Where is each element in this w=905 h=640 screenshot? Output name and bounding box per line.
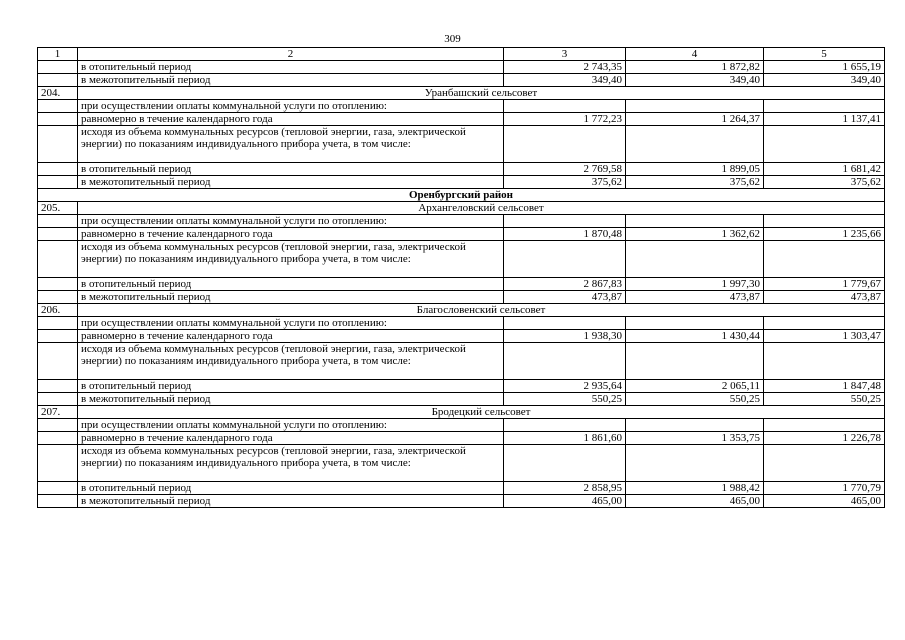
row-number-cell <box>38 176 78 189</box>
table-row <box>38 482 885 495</box>
value-col-4: 349,40 <box>626 74 764 87</box>
value-col-3: 2 858,95 <box>504 482 626 495</box>
row-label: при осуществлении оплаты коммунальной услуги по отоплению: <box>78 419 504 432</box>
value-col-3: 2 867,83 <box>504 278 626 291</box>
empty-cell <box>504 241 626 278</box>
row-label: в отопительный период <box>78 278 504 291</box>
row-label: в отопительный период <box>78 380 504 393</box>
value-col-4: 1 988,42 <box>626 482 764 495</box>
empty-cell <box>504 317 626 330</box>
row-number-cell <box>38 61 78 74</box>
value-col-3: 465,00 <box>504 495 626 508</box>
row-number-cell <box>38 432 78 445</box>
empty-cell <box>626 241 764 278</box>
value-col-4: 465,00 <box>626 495 764 508</box>
value-col-4: 2 065,11 <box>626 380 764 393</box>
row-label: в отопительный период <box>78 61 504 74</box>
tariff-table <box>37 47 885 508</box>
value-col-4: 1 430,44 <box>626 330 764 343</box>
row-number-cell <box>38 419 78 432</box>
value-col-3: 2 935,64 <box>504 380 626 393</box>
value-col-3: 375,62 <box>504 176 626 189</box>
table-row <box>38 241 885 278</box>
table-row <box>38 61 885 74</box>
value-col-5: 1 681,42 <box>764 163 885 176</box>
row-label: в межотопительный период <box>78 176 504 189</box>
empty-cell <box>764 419 885 432</box>
row-number-cell <box>38 113 78 126</box>
table-row <box>38 432 885 445</box>
value-col-5: 465,00 <box>764 495 885 508</box>
empty-cell <box>626 419 764 432</box>
row-label: в межотопительный период <box>78 74 504 87</box>
row-number-cell <box>38 495 78 508</box>
value-col-3: 1 861,60 <box>504 432 626 445</box>
table-row <box>38 126 885 163</box>
table-row <box>38 343 885 380</box>
row-label: равномерно в течение календарного года <box>78 113 504 126</box>
empty-cell <box>504 100 626 113</box>
table-row <box>38 163 885 176</box>
empty-cell <box>504 419 626 432</box>
value-col-3: 550,25 <box>504 393 626 406</box>
row-number-cell <box>38 163 78 176</box>
row-label: в межотопительный период <box>78 393 504 406</box>
value-col-3: 473,87 <box>504 291 626 304</box>
table-row <box>38 380 885 393</box>
value-col-4: 473,87 <box>626 291 764 304</box>
table-row <box>38 330 885 343</box>
value-col-4: 1 872,82 <box>626 61 764 74</box>
value-col-5: 473,87 <box>764 291 885 304</box>
value-col-4: 550,25 <box>626 393 764 406</box>
tariff-table-body <box>38 48 885 508</box>
empty-cell <box>764 126 885 163</box>
empty-cell <box>626 126 764 163</box>
empty-cell <box>764 445 885 482</box>
table-row <box>38 228 885 241</box>
column-header-3: 3 <box>504 48 626 61</box>
column-header-5: 5 <box>764 48 885 61</box>
empty-cell <box>626 343 764 380</box>
row-number-cell <box>38 317 78 330</box>
row-number-cell <box>38 228 78 241</box>
page-number: 309 <box>444 33 461 45</box>
row-label: в межотопительный период <box>78 495 504 508</box>
empty-cell <box>504 445 626 482</box>
value-col-4: 1 997,30 <box>626 278 764 291</box>
value-col-3: 1 938,30 <box>504 330 626 343</box>
region-header-row <box>38 189 885 202</box>
empty-cell <box>626 445 764 482</box>
column-header-1: 1 <box>38 48 78 61</box>
empty-cell <box>626 215 764 228</box>
group-title: Архангеловский сельсовет <box>78 202 885 215</box>
group-title: Благословенский сельсовет <box>78 304 885 317</box>
group-title: Уранбашский сельсовет <box>78 87 885 100</box>
empty-cell <box>626 317 764 330</box>
empty-cell <box>504 215 626 228</box>
table-row <box>38 393 885 406</box>
region-title: Оренбургский район <box>38 189 885 202</box>
row-number-cell <box>38 445 78 482</box>
empty-cell <box>764 100 885 113</box>
row-number-cell <box>38 215 78 228</box>
value-col-5: 1 226,78 <box>764 432 885 445</box>
value-col-5: 1 779,67 <box>764 278 885 291</box>
row-label: исходя из объема коммунальных ресурсов (тепловой энергии, газа, электрической энергии) по показаниям индивидуального прибора учета, в том числе: <box>78 343 504 380</box>
group-number: 207. <box>38 406 78 419</box>
table-row <box>38 291 885 304</box>
value-col-4: 1 264,37 <box>626 113 764 126</box>
row-label: исходя из объема коммунальных ресурсов (тепловой энергии, газа, электрической энергии) по показаниям индивидуального прибора учета, в том числе: <box>78 445 504 482</box>
row-label: при осуществлении оплаты коммунальной услуги по отоплению: <box>78 215 504 228</box>
row-number-cell <box>38 393 78 406</box>
empty-cell <box>504 126 626 163</box>
value-col-5: 1 847,48 <box>764 380 885 393</box>
value-col-4: 375,62 <box>626 176 764 189</box>
table-row <box>38 317 885 330</box>
table-header-row <box>38 48 885 61</box>
row-number-cell <box>38 380 78 393</box>
value-col-5: 1 770,79 <box>764 482 885 495</box>
value-col-3: 1 870,48 <box>504 228 626 241</box>
value-col-5: 1 303,47 <box>764 330 885 343</box>
row-label: равномерно в течение календарного года <box>78 228 504 241</box>
value-col-4: 1 362,62 <box>626 228 764 241</box>
value-col-3: 2 743,35 <box>504 61 626 74</box>
row-number-cell <box>38 126 78 163</box>
group-title: Бродецкий сельсовет <box>78 406 885 419</box>
table-row <box>38 100 885 113</box>
value-col-4: 1 899,05 <box>626 163 764 176</box>
value-col-3: 2 769,58 <box>504 163 626 176</box>
row-number-cell <box>38 482 78 495</box>
value-col-5: 349,40 <box>764 74 885 87</box>
group-header-row <box>38 202 885 215</box>
table-row <box>38 495 885 508</box>
empty-cell <box>764 215 885 228</box>
value-col-5: 375,62 <box>764 176 885 189</box>
table-row <box>38 113 885 126</box>
empty-cell <box>626 100 764 113</box>
table-row <box>38 419 885 432</box>
column-header-2: 2 <box>78 48 504 61</box>
table-row <box>38 215 885 228</box>
value-col-5: 1 137,41 <box>764 113 885 126</box>
row-label: в отопительный период <box>78 163 504 176</box>
value-col-4: 1 353,75 <box>626 432 764 445</box>
value-col-5: 550,25 <box>764 393 885 406</box>
row-label: при осуществлении оплаты коммунальной услуги по отоплению: <box>78 317 504 330</box>
row-label: при осуществлении оплаты коммунальной услуги по отоплению: <box>78 100 504 113</box>
row-number-cell <box>38 100 78 113</box>
column-header-4: 4 <box>626 48 764 61</box>
row-number-cell <box>38 343 78 380</box>
group-number: 205. <box>38 202 78 215</box>
row-label: в отопительный период <box>78 482 504 495</box>
row-label: исходя из объема коммунальных ресурсов (тепловой энергии, газа, электрической энергии) по показаниям индивидуального прибора учета, в том числе: <box>78 241 504 278</box>
empty-cell <box>764 241 885 278</box>
row-label: исходя из объема коммунальных ресурсов (тепловой энергии, газа, электрической энергии) по показаниям индивидуального прибора учета, в том числе: <box>78 126 504 163</box>
group-number: 206. <box>38 304 78 317</box>
row-number-cell <box>38 291 78 304</box>
row-number-cell <box>38 74 78 87</box>
row-number-cell <box>38 278 78 291</box>
table-row <box>38 176 885 189</box>
value-col-5: 1 235,66 <box>764 228 885 241</box>
row-label: равномерно в течение календарного года <box>78 330 504 343</box>
empty-cell <box>764 343 885 380</box>
group-number: 204. <box>38 87 78 100</box>
row-number-cell <box>38 330 78 343</box>
row-label: в межотопительный период <box>78 291 504 304</box>
table-row <box>38 278 885 291</box>
group-header-row <box>38 406 885 419</box>
empty-cell <box>504 343 626 380</box>
table-row <box>38 445 885 482</box>
value-col-5: 1 655,19 <box>764 61 885 74</box>
table-row <box>38 74 885 87</box>
group-header-row <box>38 87 885 100</box>
row-label: равномерно в течение календарного года <box>78 432 504 445</box>
row-number-cell <box>38 241 78 278</box>
group-header-row <box>38 304 885 317</box>
value-col-3: 349,40 <box>504 74 626 87</box>
value-col-3: 1 772,23 <box>504 113 626 126</box>
empty-cell <box>764 317 885 330</box>
